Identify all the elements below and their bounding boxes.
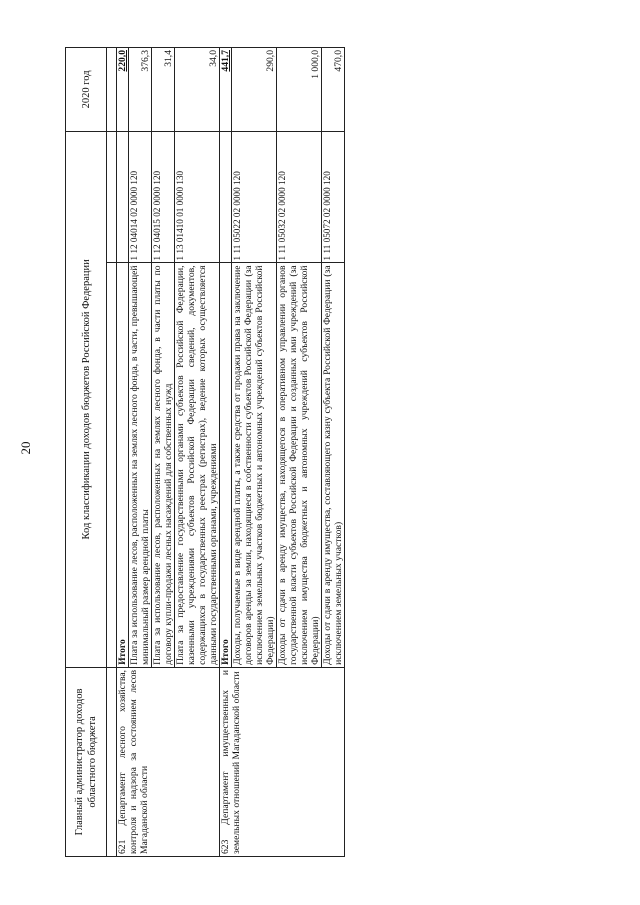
row-value: 34,0 xyxy=(175,48,220,132)
header-admin: Главный администратор доходов областного бюджета xyxy=(66,667,107,856)
admin-cell xyxy=(220,667,345,856)
row-code: 1 12 04014 02 0000 120 xyxy=(129,131,152,263)
row-code: 1 11 05022 02 0000 120 xyxy=(232,131,277,263)
admin-name: Департамент имущественных и земельных отношений Магаданской области xyxy=(220,669,242,854)
row-code: 1 11 05032 02 0000 120 xyxy=(277,131,322,263)
row-value: 1 000,0 xyxy=(277,48,322,132)
row-description: Плата за использование лесов, расположенных на землях лесного фонда, в части, превышающей минимальный размер арендной платы xyxy=(129,263,152,667)
row-description: Итого xyxy=(117,263,129,667)
spacer-row xyxy=(107,48,117,857)
row-code xyxy=(220,131,232,263)
admin-name: Департамент лесного хозяйства, контроля и надзора за состоянием лесов Магаданской области xyxy=(117,669,150,854)
table-row xyxy=(117,48,129,857)
row-description: Итого xyxy=(220,263,232,667)
admin-code: 621 xyxy=(117,839,128,854)
page-number: 20 xyxy=(18,441,33,455)
header-code: Код классификации доходов бюджетов Российской Федерации xyxy=(66,131,107,667)
table-header-row xyxy=(66,48,107,857)
revenue-table xyxy=(65,47,345,857)
row-value: 376,3 xyxy=(129,48,152,132)
row-description: Доходы от сдачи в аренду имущества, находящегося в оперативном управлении органов государственной власти субъектов Российской Федерации и созданных ими учреждений (за исключением имущества бюджетных и автономных учреждений субъектов Российской Федерации) xyxy=(277,263,322,667)
row-code: 1 12 04015 02 0000 120 xyxy=(152,131,175,263)
row-description: Доходы, получаемые в виде арендной платы, а также средства от продажи права на заключение договоров аренды за земли, находящиеся в собственности субъектов Российской Федерации (за исключением земельных участков бюджетных и автономных учреждений субъектов Российской Федерации) xyxy=(232,263,277,667)
row-code: 1 13 01410 01 0000 130 xyxy=(175,131,220,263)
row-value: 31,4 xyxy=(152,48,175,132)
row-code xyxy=(117,131,129,263)
row-value: 470,0 xyxy=(322,48,345,132)
header-year: 2020 год xyxy=(66,48,107,132)
row-description: Плата за предоставление государственными органами субъектов Российской Федерации, казенными учреждениями субъектов Российской Федерации сведений, документов, содержащихся в государственных реестрах (регистрах), ведение которых осуществляется данными государственными органами, учреждениями xyxy=(175,263,220,667)
admin-cell xyxy=(117,667,220,856)
admin-code: 623 xyxy=(220,839,231,854)
row-value: 220,0 xyxy=(117,48,129,132)
row-value: 441,7 xyxy=(220,48,232,132)
row-value: 290,0 xyxy=(232,48,277,132)
rotated-table-wrapper xyxy=(65,47,515,857)
row-description: Доходы от сдачи в аренду имущества, составляющего казну субъекта Российской Федерации (за исключением земельных участков) xyxy=(322,263,345,667)
row-description: Плата за использование лесов, расположенных на землях лесного фонда, в части платы по договору купли-продажи лесных насаждений для собственных нужд xyxy=(152,263,175,667)
table-row xyxy=(220,48,232,857)
row-code: 1 11 05072 02 0000 120 xyxy=(322,131,345,263)
